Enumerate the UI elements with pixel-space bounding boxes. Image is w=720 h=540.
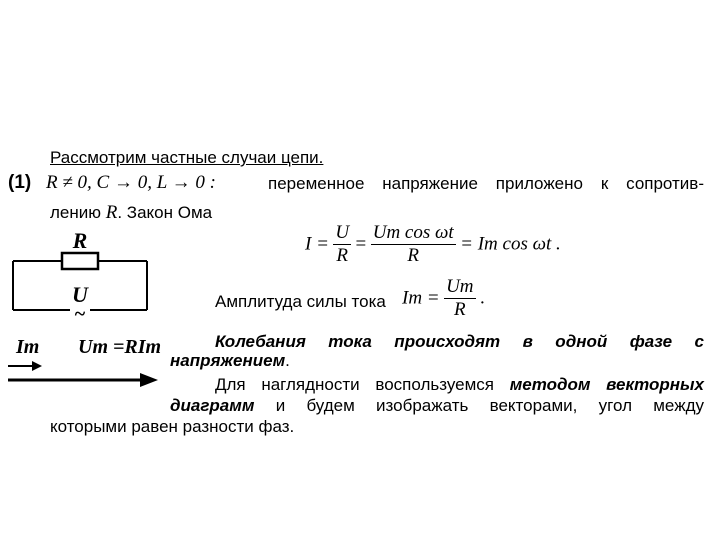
ohm-frac1 xyxy=(333,222,351,267)
line2-suffix: . Закон Ома xyxy=(117,203,213,222)
amp-dot: . xyxy=(479,287,485,309)
amp-lhs: Im = xyxy=(402,287,440,309)
resistor-label: R xyxy=(72,228,88,253)
line2 xyxy=(50,202,212,224)
heading: Рассмотрим частные случаи цепи. xyxy=(50,148,324,167)
current-vector-arrow xyxy=(8,361,42,371)
amp-num: Um xyxy=(446,276,474,297)
ohm-frac2-den: R xyxy=(407,245,419,266)
voltage-vector-arrow xyxy=(8,373,158,387)
resistor-symbol xyxy=(62,253,98,269)
ohm-rhs: = Im cos ωt . xyxy=(460,233,561,255)
ohm-eq: = xyxy=(355,233,367,255)
amp-frac xyxy=(444,276,475,321)
para3-line xyxy=(170,396,704,416)
line2-prefix: лению xyxy=(50,203,102,222)
line1-text: переменное напряжение приложено к сопротив- xyxy=(268,174,704,193)
para2-start: Для наглядности воспользуемся xyxy=(215,375,494,394)
ohm-frac2 xyxy=(371,222,456,267)
ohm-law-formula xyxy=(305,222,561,267)
ohm-frac1-den: R xyxy=(336,245,349,266)
ohm-frac2-num: Um cos ωt xyxy=(372,222,454,243)
current-label: Im xyxy=(16,336,40,358)
source-symbol: ~ xyxy=(74,303,86,325)
para1-line2-italic: напряжением xyxy=(170,351,286,370)
para4-line: которыми равен разности фаз. xyxy=(50,417,295,436)
circuit-diagram xyxy=(0,225,170,395)
case-conditions: R ≠ 0, C → 0, L → 0 : xyxy=(46,172,217,193)
para2-line xyxy=(215,375,704,395)
para2-italic: методом векторных xyxy=(509,375,704,394)
source-label: U xyxy=(72,282,88,307)
amp-den: R xyxy=(454,299,466,320)
para3-rest: и будем изображать векторами, угол между xyxy=(275,396,704,415)
ohm-lhs: I = xyxy=(305,233,329,255)
para3-italic: диаграмм xyxy=(170,396,255,415)
voltage-label: Um =RIm xyxy=(78,336,162,358)
line2-var: R xyxy=(105,202,118,223)
para1-line2-end: . xyxy=(285,351,290,370)
case-number: (1) xyxy=(8,172,32,193)
para1-line1: Колебания тока происходят в одной фазе с xyxy=(215,332,704,351)
ohm-frac1-num: U xyxy=(335,222,350,243)
amplitude-label: Амплитуда силы тока xyxy=(215,292,386,311)
amplitude-formula xyxy=(402,276,485,321)
para1-line2 xyxy=(170,351,290,371)
